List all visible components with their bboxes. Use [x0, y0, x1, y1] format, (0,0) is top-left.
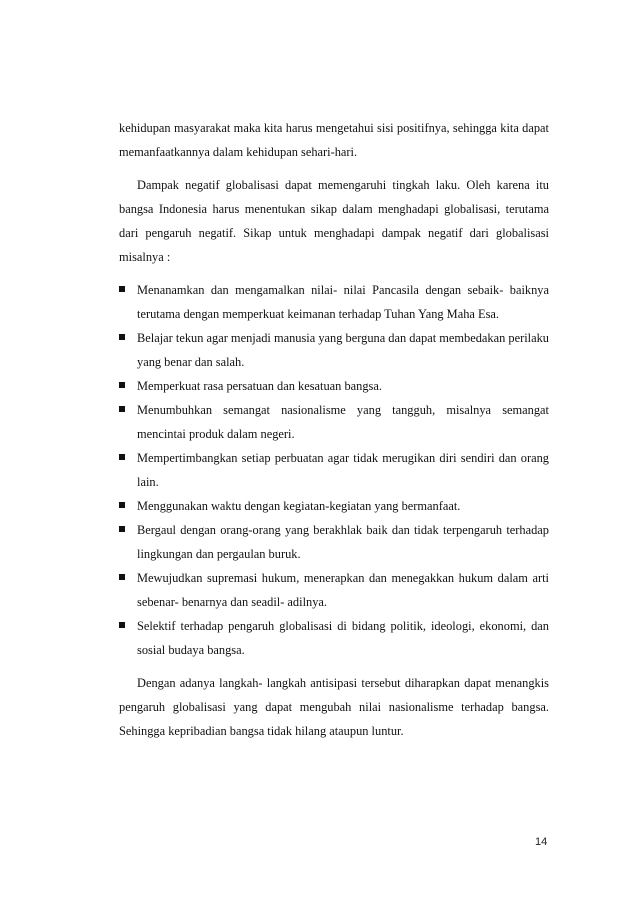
square-bullet-icon: [119, 382, 125, 388]
page-content: [119, 116, 549, 752]
paragraph-negative-impact: Dampak negatif globalisasi dapat memengaruhi tingkah laku. Oleh karena itu bangsa Indonesia harus menentukan sikap dalam menghadapi globalisasi, terutama dari pengaruh negatif. Sikap untuk menghadapi dampak negatif dari globalisasi misalnya :: [119, 178, 549, 264]
list-item-text: Mempertimbangkan setiap perbuatan agar tidak merugikan diri sendiri dan orang lain.: [137, 451, 549, 489]
square-bullet-icon: [119, 406, 125, 412]
list-item-text: Selektif terhadap pengaruh globalisasi di bidang politik, ideologi, ekonomi, dan sosial budaya bangsa.: [137, 619, 549, 657]
list-item-text: Mewujudkan supremasi hukum, menerapkan dan menegakkan hukum dalam arti sebenar- benarnya dan seadil- adilnya.: [137, 571, 549, 609]
square-bullet-icon: [119, 622, 125, 628]
list-item: [119, 614, 549, 662]
list-item: [119, 398, 549, 446]
square-bullet-icon: [119, 454, 125, 460]
square-bullet-icon: [119, 574, 125, 580]
square-bullet-icon: [119, 502, 125, 508]
list-item-text: Memperkuat rasa persatuan dan kesatuan bangsa.: [137, 379, 382, 393]
list-item: [119, 326, 549, 374]
paragraph-continuation: kehidupan masyarakat maka kita harus mengetahui sisi positifnya, sehingga kita dapat memanfaatkannya dalam kehidupan sehari-hari.: [119, 121, 549, 159]
list-item-text: Belajar tekun agar menjadi manusia yang berguna dan dapat membedakan perilaku yang benar dan salah.: [137, 331, 549, 369]
attitude-list: [119, 278, 549, 662]
square-bullet-icon: [119, 526, 125, 532]
square-bullet-icon: [119, 286, 125, 292]
paragraph-conclusion: Dengan adanya langkah- langkah antisipasi tersebut diharapkan dapat menangkis pengaruh globalisasi yang dapat mengubah nilai nasionalisme terhadap bangsa. Sehingga kepribadian bangsa tidak hilang ataupun luntur.: [119, 676, 549, 738]
list-item-text: Menumbuhkan semangat nasionalisme yang tangguh, misalnya semangat mencintai produk dalam negeri.: [137, 403, 549, 441]
list-item-text: Menggunakan waktu dengan kegiatan-kegiatan yang bermanfaat.: [137, 499, 461, 513]
list-item: [119, 374, 549, 398]
square-bullet-icon: [119, 334, 125, 340]
list-item-text: Bergaul dengan orang-orang yang berakhlak baik dan tidak terpengaruh terhadap lingkungan dan pergaulan buruk.: [137, 523, 549, 561]
list-item: [119, 278, 549, 326]
list-item: [119, 566, 549, 614]
page-number: 14: [535, 836, 548, 848]
list-item-text: Menanamkan dan mengamalkan nilai- nilai Pancasila dengan sebaik- baiknya terutama dengan memperkuat keimanan terhadap Tuhan Yang Maha Esa.: [137, 283, 549, 321]
list-item: [119, 494, 549, 518]
list-item: [119, 446, 549, 494]
list-item: [119, 518, 549, 566]
